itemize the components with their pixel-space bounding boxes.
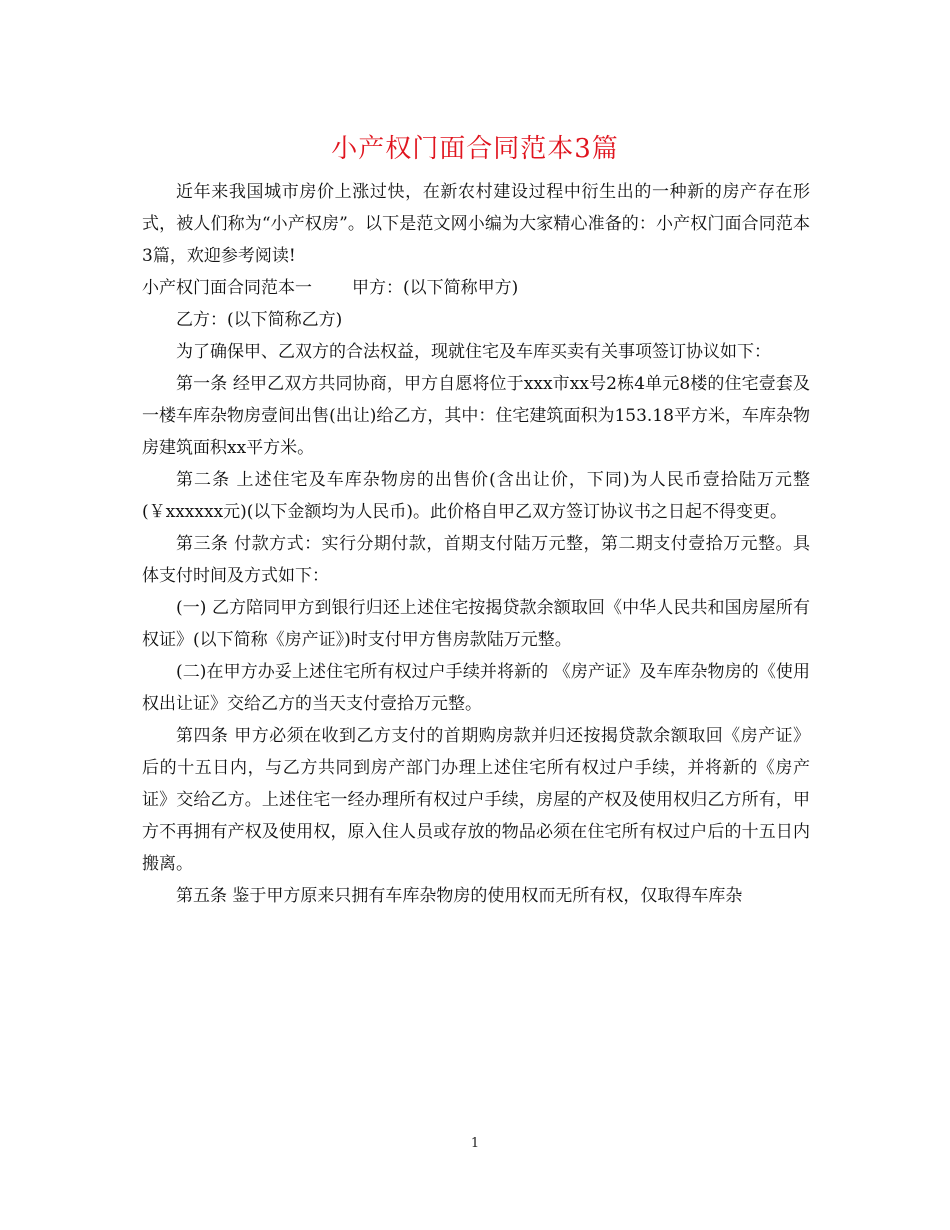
party-a-line: 甲方：(以下简称甲方) bbox=[352, 278, 519, 298]
page-number: 1 bbox=[470, 1136, 480, 1151]
document-title: 小产权门面合同范本3篇 bbox=[331, 134, 619, 164]
article-2-paragraph: 第二条 上述住宅及车库杂物房的出售价(含出让价，下同)为人民币壹拾陆万元整(￥xxxxxx元)(以下金额均为人民币)。此价格自甲乙双方签订协议书之日起不得变更。 bbox=[142, 470, 810, 522]
section-heading-line bbox=[142, 272, 810, 304]
article-4-paragraph: 第四条 甲方必须在收到乙方支付的首期购房款并归还按揭贷款余额取回《房产证》后的十五日内，与乙方共同到房产部门办理上述住宅所有权过户手续，并将新的《房产证》交给乙方。上述住宅一经办理所有权过户手续，房屋的产权及使用权归乙方所有，甲方不再拥有产权及使用权，原入住人员或存放的物品必须在住宅所有权过户后的十五日内搬离。 bbox=[142, 726, 810, 874]
preamble-paragraph: 为了确保甲、乙双方的合法权益，现就住宅及车库买卖有关事项签订协议如下： bbox=[176, 342, 771, 362]
intro-paragraph: 近年来我国城市房价上涨过快，在新农村建设过程中衍生出的一种新的房产存在形式，被人们称为“小产权房”。以下是范文网小编为大家精心准备的：小产权门面合同范本3篇，欢迎参考阅读! bbox=[142, 182, 810, 266]
clause-3-2-paragraph: (二)在甲方办妥上述住宅所有权过户手续并将新的 《房产证》及车库杂物房的《使用权出让证》交给乙方的当天支付壹拾万元整。 bbox=[142, 662, 810, 714]
article-5-paragraph: 第五条 鉴于甲方原来只拥有车库杂物房的使用权而无所有权，仅取得车库杂 bbox=[176, 886, 743, 906]
document-body bbox=[142, 176, 810, 912]
article-3-paragraph: 第三条 付款方式：实行分期付款，首期支付陆万元整，第二期支付壹拾万元整。具体支付时间及方式如下： bbox=[142, 534, 810, 586]
section-heading: 小产权门面合同范本一 bbox=[142, 278, 312, 298]
party-b-line: 乙方：(以下简称乙方) bbox=[176, 310, 343, 330]
article-1-paragraph: 第一条 经甲乙双方共同协商，甲方自愿将位于xxx市xx号2栋4单元8楼的住宅壹套及一楼车库杂物房壹间出售(出让)给乙方，其中：住宅建筑面积为153.18平方米，车库杂物房建筑面积xx平方米。 bbox=[142, 374, 810, 458]
clause-3-1-paragraph: (一) 乙方陪同甲方到银行归还上述住宅按揭贷款余额取回《中华人民共和国房屋所有权证》(以下简称《房产证》)时支付甲方售房款陆万元整。 bbox=[142, 598, 810, 650]
